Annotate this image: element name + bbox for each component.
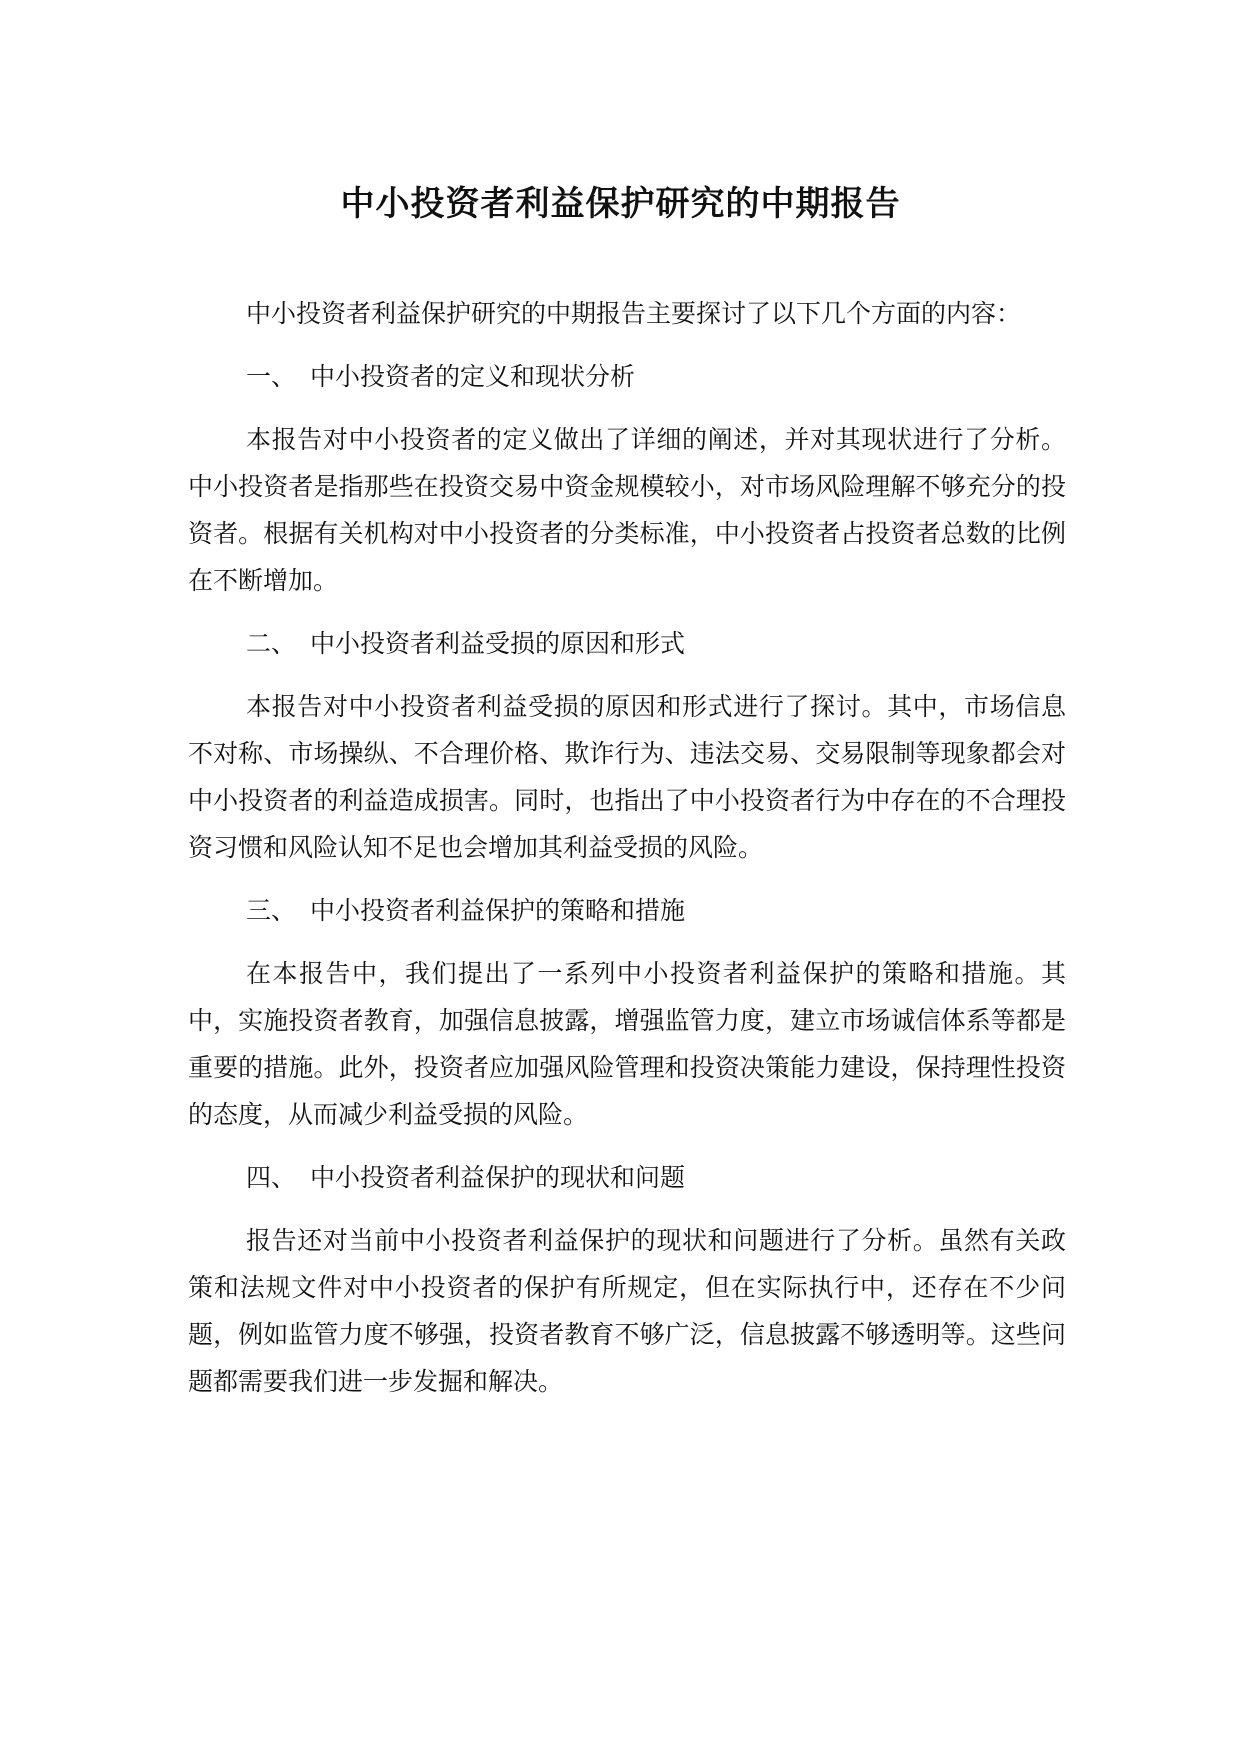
section-paragraph-3: 在本报告中，我们提出了一系列中小投资者利益保护的策略和措施。其中，实施投资者教育，加强信息披露，增强监管力度，建立市场诚信体系等都是重要的措施。此外，投资者应加强风险管理和投资决策能力建设，保持理性投资的态度，从而减少利益受损的风险。	[188, 959, 1066, 1129]
section-title-2: 中小投资者利益受损的原因和形式	[310, 629, 686, 658]
document-body	[188, 290, 1066, 1421]
section-title-1: 中小投资者的定义和现状分析	[310, 362, 636, 391]
section-number-2: 二、	[246, 629, 297, 658]
document-title: 中小投资者利益保护研究的中期报告	[340, 184, 901, 224]
section-paragraph-1: 本报告对中小投资者的定义做出了详细的阐述，并对其现状进行了分析。中小投资者是指那些在投资交易中资金规模较小，对市场风险理解不够充分的投资者。根据有关机构对中小投资者的分类标准，中小投资者占投资者总数的比例在不断增加。	[188, 425, 1066, 595]
section-paragraph-4: 报告还对当前中小投资者利益保护的现状和问题进行了分析。虽然有关政策和法规文件对中小投资者的保护有所规定，但在实际执行中，还存在不少问题，例如监管力度不够强，投资者教育不够广泛，信息披露不够透明等。这些问题都需要我们进一步发掘和解决。	[188, 1226, 1066, 1396]
section-number-4: 四、	[246, 1163, 297, 1192]
section-heading-4	[188, 1154, 1066, 1201]
section-paragraph-2: 本报告对中小投资者利益受损的原因和形式进行了探讨。其中，市场信息不对称、市场操纵、不合理价格、欺诈行为、违法交易、交易限制等现象都会对中小投资者的利益造成损害。同时，也指出了中小投资者行为中存在的不合理投资习惯和风险认知不足也会增加其利益受损的风险。	[188, 692, 1066, 862]
section-heading-2	[188, 620, 1066, 667]
section-title-4: 中小投资者利益保护的现状和问题	[310, 1163, 686, 1192]
section-heading-3	[188, 887, 1066, 934]
section-number-1: 一、	[246, 362, 297, 391]
section-title-3: 中小投资者利益保护的策略和措施	[310, 896, 686, 925]
intro-paragraph: 中小投资者利益保护研究的中期报告主要探讨了以下几个方面的内容：	[246, 299, 1022, 328]
section-number-3: 三、	[246, 896, 297, 925]
section-heading-1	[188, 353, 1066, 400]
